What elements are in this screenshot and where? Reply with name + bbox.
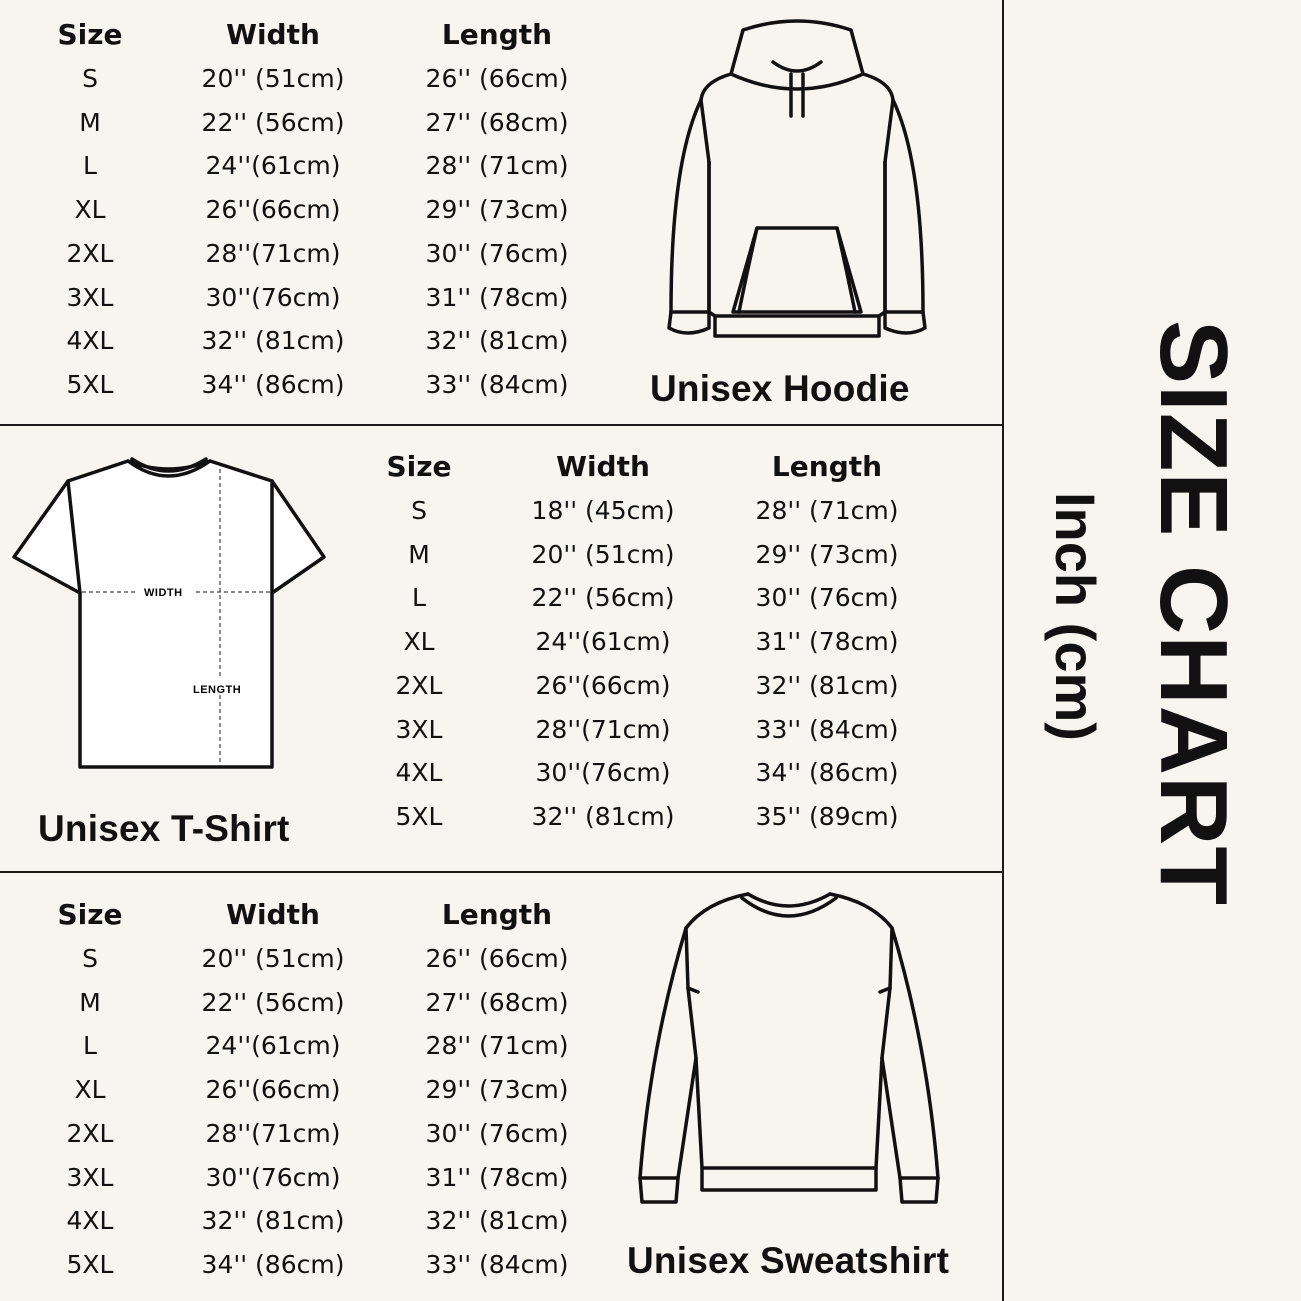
width-cell: 22'' (56cm) — [201, 107, 345, 137]
hoodie-icon — [665, 22, 945, 352]
width-header: Width — [226, 18, 320, 51]
length-cell: 34'' (86cm) — [755, 758, 899, 788]
size-cell: M — [79, 107, 101, 137]
length-cell: 28'' (71cm) — [755, 496, 899, 525]
length-cell: 28'' (71cm) — [425, 1031, 569, 1061]
length-cell: 30'' (76cm) — [425, 1118, 569, 1148]
width-cell: 28''(71cm) — [205, 1118, 341, 1148]
size-cell: XL — [74, 195, 106, 225]
width-cell: 24''(61cm) — [535, 627, 671, 657]
size-cell: 5XL — [66, 369, 114, 399]
size-cell: 3XL — [395, 714, 443, 744]
tshirt-icon — [10, 455, 330, 775]
width-cell: 32'' (81cm) — [201, 1206, 345, 1236]
length-cell: 31'' (78cm) — [425, 282, 569, 312]
width-cell: 34'' (86cm) — [201, 369, 345, 399]
length-cell: 32'' (81cm) — [425, 1206, 569, 1236]
length-cell: 26'' (66cm) — [425, 944, 569, 973]
width-cell: 20'' (51cm) — [531, 539, 675, 569]
width-header: Width — [226, 898, 320, 931]
size-cell: M — [408, 539, 430, 569]
width-cell: 30''(76cm) — [205, 282, 341, 312]
width-cell: 32'' (81cm) — [201, 326, 345, 356]
length-dimension-label: LENGTH — [193, 684, 242, 696]
length-header: Length — [441, 898, 553, 931]
length-cell: 27'' (68cm) — [425, 107, 569, 137]
size-cell: S — [82, 64, 98, 93]
length-cell: 33'' (84cm) — [755, 714, 899, 744]
size-cell: 4XL — [395, 758, 443, 788]
length-cell: 33'' (84cm) — [425, 369, 569, 399]
divider-tshirt-sweatshirt — [0, 871, 1003, 873]
size-cell: L — [83, 151, 97, 181]
size-header: Size — [57, 18, 123, 51]
hoodie-title: Unisex Hoodie — [650, 368, 910, 409]
length-header: Length — [771, 450, 883, 483]
length-cell: 27'' (68cm) — [425, 987, 569, 1017]
size-cell: 3XL — [66, 1162, 114, 1192]
size-chart-title: SIZE CHART — [1140, 320, 1247, 906]
length-cell: 31'' (78cm) — [755, 627, 899, 657]
width-dimension-label: WIDTH — [144, 587, 183, 599]
size-cell: XL — [403, 627, 435, 657]
width-cell: 26''(66cm) — [535, 670, 671, 700]
width-cell: 18'' (45cm) — [531, 496, 675, 525]
size-cell: 5XL — [66, 1249, 114, 1279]
size-cell: L — [412, 583, 426, 613]
divider-hoodie-tshirt — [0, 424, 1003, 426]
width-cell: 32'' (81cm) — [531, 801, 675, 831]
length-cell: 32'' (81cm) — [755, 670, 899, 700]
vertical-divider — [1002, 0, 1004, 1301]
width-cell: 24''(61cm) — [205, 1031, 341, 1061]
length-header: Length — [441, 18, 553, 51]
size-cell: 4XL — [66, 326, 114, 356]
length-cell: 26'' (66cm) — [425, 64, 569, 93]
width-cell: 22'' (56cm) — [201, 987, 345, 1017]
size-cell: L — [83, 1031, 97, 1061]
length-cell: 32'' (81cm) — [425, 326, 569, 356]
size-cell: M — [79, 987, 101, 1017]
size-header: Size — [57, 898, 123, 931]
size-cell: 4XL — [66, 1206, 114, 1236]
size-cell: XL — [74, 1075, 106, 1105]
size-cell: 2XL — [66, 238, 114, 268]
size-cell: 2XL — [66, 1118, 114, 1148]
length-cell: 31'' (78cm) — [425, 1162, 569, 1192]
width-cell: 24''(61cm) — [205, 151, 341, 181]
size-cell: 2XL — [395, 670, 443, 700]
length-cell: 28'' (71cm) — [425, 151, 569, 181]
length-cell: 29'' (73cm) — [425, 195, 569, 225]
width-cell: 30''(76cm) — [205, 1162, 341, 1192]
size-cell: S — [82, 944, 98, 973]
width-cell: 34'' (86cm) — [201, 1249, 345, 1279]
width-cell: 26''(66cm) — [205, 195, 341, 225]
width-cell: 30''(76cm) — [535, 758, 671, 788]
size-header: Size — [386, 450, 452, 483]
tshirt-title: Unisex T-Shirt — [38, 808, 290, 849]
width-cell: 28''(71cm) — [205, 238, 341, 268]
size-cell: S — [411, 496, 427, 525]
length-cell: 33'' (84cm) — [425, 1249, 569, 1279]
width-cell: 20'' (51cm) — [201, 64, 345, 93]
width-cell: 20'' (51cm) — [201, 944, 345, 973]
width-cell: 28''(71cm) — [535, 714, 671, 744]
units-subtitle: Inch (cm) — [1044, 492, 1107, 741]
size-cell: 5XL — [395, 801, 443, 831]
size-cell: 3XL — [66, 282, 114, 312]
length-cell: 29'' (73cm) — [425, 1075, 569, 1105]
sweatshirt-icon — [636, 888, 946, 1218]
sweatshirt-title: Unisex Sweatshirt — [627, 1240, 950, 1281]
length-cell: 30'' (76cm) — [425, 238, 569, 268]
width-header: Width — [556, 450, 650, 483]
width-cell: 22'' (56cm) — [531, 583, 675, 613]
width-cell: 26''(66cm) — [205, 1075, 341, 1105]
length-cell: 35'' (89cm) — [755, 801, 899, 831]
length-cell: 30'' (76cm) — [755, 583, 899, 613]
length-cell: 29'' (73cm) — [755, 539, 899, 569]
